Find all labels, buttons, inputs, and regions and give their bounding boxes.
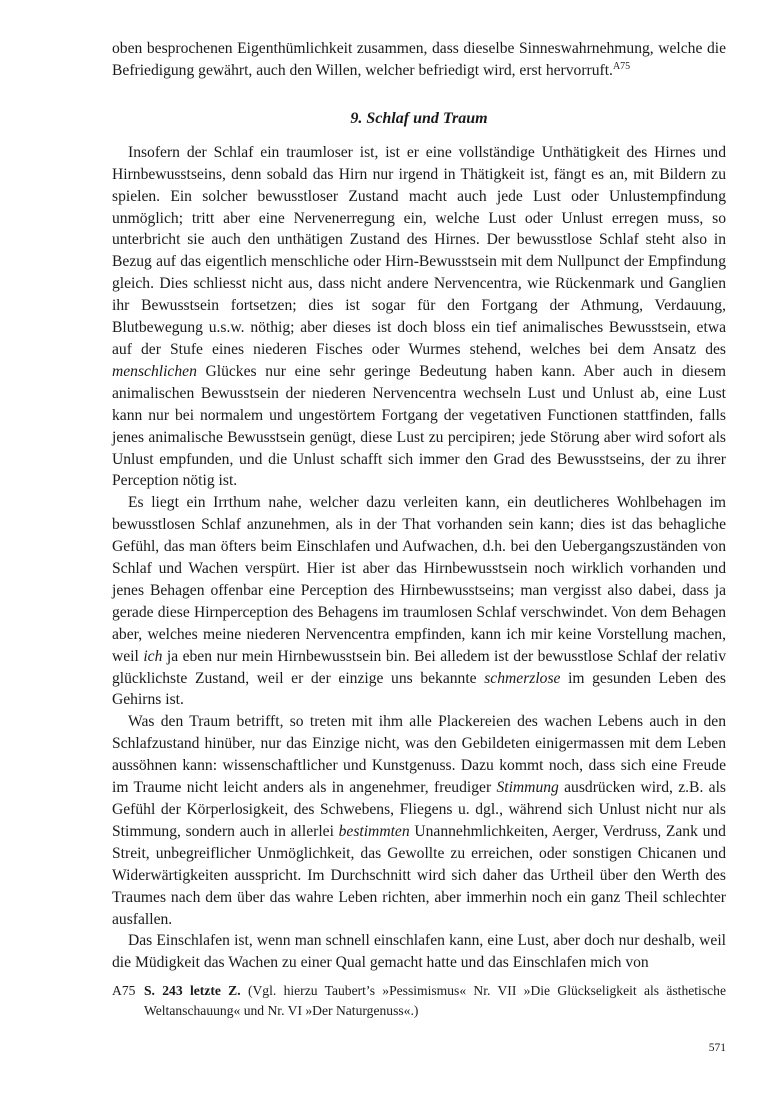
footnote-body bbox=[144, 981, 726, 1021]
paragraph-text: Unannehmlichkeiten, Aerger, Verdruss, Zank und Streit, unbegreiflicher Unmöglichkeit, das Gewollte zu erreichen, oder sonstigen Chicanen und Widerwärtigkeiten ausspricht. Im Durchschnitt wird sich daher das Urtheil über den Werth des Traumes nach dem über das wahre Leben richten, aber immerhin noch ein ganz Theil schlechter ausfallen. bbox=[112, 822, 726, 928]
paragraph-text: ausdrücken wird, z.B. als Gefühl der Körperlosigkeit, des Schwebens, Fliegens u. dgl., während sich Unlust nicht nur als Stimmung, sondern auch in allerlei bbox=[112, 779, 726, 840]
paragraph-text: Das Einschlafen ist, wenn man schnell einschlafen kann, eine Lust, aber doch nur deshalb, weil die Müdigkeit das Wachen zu einer Qual gemacht hatte und das Einschlafen mich von bbox=[112, 932, 726, 972]
paragraph-text: Was den Traum betrifft, so treten mit ihm alle Plackereien des wachen Lebens auch in den Schlafzustand hinüber, nur das Einzige nicht, was den Gebildeten einigermassen mit dem Leben aussöhnen kann: wissenschaftlicher und Kunstgenuss. Dazu kommt noch, dass sich eine Freude im Traume nicht leicht anders als in angenehmer, freudiger bbox=[112, 713, 726, 797]
emphasis-text: ich bbox=[143, 647, 163, 665]
intro-paragraph bbox=[112, 38, 726, 82]
footnote bbox=[112, 981, 726, 1021]
page-number: 571 bbox=[708, 1042, 726, 1054]
footnote-lead: S. 243 letzte Z. bbox=[144, 983, 241, 998]
paragraph-text: Es liegt ein Irrthum nahe, welcher dazu verleiten kann, ein deutlicheres Wohlbehagen im bewusstlosen Schlaf anzunehmen, als in der That vorhanden sein kann; dies ist das behagliche Gefühl, das man öfters beim Einschlafen und Aufwachen, d.h. bei den Uebergangszuständen von Schlaf und Wachen verspürt. Hier ist aber das Hirnbewusstsein noch wirklich vorhanden und jenes Behagen offenbar eine Perception des Hirnbewusstseins; man vergisst also dabei, dass ja gerade diese Hirnperception des Behagens im traumlosen Schlaf verschwindet. Von dem Behagen aber, welches meine niederen Nervencentra empfinden, kann ich mir keine Vorstellung machen, weil bbox=[112, 494, 726, 665]
paragraph-2 bbox=[112, 492, 726, 711]
paragraph-text: ja eben nur mein Hirnbewusstsein bin. Bei alledem ist der bewusstlose Schlaf der relativ glücklichste Zustand, weil er der einzige uns bekannte bbox=[112, 647, 727, 687]
emphasis-text: Stimmung bbox=[496, 779, 559, 797]
paragraph-3 bbox=[112, 711, 726, 930]
footnote-text: (Vgl. hierzu Taubert’s »Pessimismus« Nr. VII »Die Glückseligkeit als ästhetische Weltanschauung« und Nr. VI »Der Naturgenuss«.) bbox=[144, 983, 726, 1018]
paragraph-text: im gesunden Leben des Gehirns ist. bbox=[112, 669, 727, 709]
emphasis-text: menschlichen bbox=[112, 362, 197, 380]
endnote-reference[interactable]: A75 bbox=[612, 60, 631, 72]
section-heading: 9. Schlaf und Traum bbox=[350, 109, 488, 127]
paragraph-text: Glückes nur eine sehr geringe Bedeutung haben kann. Aber auch in diesem animalischen Bewusstsein der niederen Nervencentra wechseln Lust und Unlust ab, eine Lust kann nur bei normalem und ungestörtem Fortgang der vegetativen Functionen stattfinden, falls jenes animalische Bewusstsein genügt, diese Lust zu percipiren; jede Störung aber wird sofort als Unlust empfunden, und die Unlust schafft sich immer den Grad des Bewusstseins, der zu ihrer Perception nötig ist. bbox=[112, 362, 726, 490]
emphasis-text: schmerzlose bbox=[484, 669, 561, 687]
paragraph-text: Insofern der Schlaf ein traumloser ist, ist er eine vollständige Unthätigkeit des Hirnes und Hirnbewusstseins, denn sobald das Hirn nur irgend in Thätigkeit ist, fängt es an, mit Bildern zu spielen. Ein solcher bewusstloser Zustand macht auch jede Lust oder Unlustempfindung unmöglich; tritt aber eine Nervenerregung ein, welche Lust oder Unlust erregen muss, so unterbricht sie auch den unthätigen Zustand des Hirnes. Der bewusstlose Schlaf steht also in Bezug auf das eigentlich menschliche oder Hirn-Bewusstsein mit dem Nullpunct der Empfindung gleich. Dies schliesst nicht aus, dass nicht andere Nervencentra, wie Rückenmark und Ganglien ihr Bewusstsein fortsetzen; dies ist sogar für den Fortgang der Athmung, Verdauung, Blutbewegung u.s.w. nöthig; aber dieses ist doch bloss ein tief animalisches Bewusstsein, etwa auf der Stufe eines niederen Fisches oder Wurmes stehend, welches bei dem Ansatz des bbox=[112, 143, 726, 358]
footnote-mark: A75 bbox=[112, 983, 136, 998]
emphasis-text: bestimmten bbox=[338, 822, 410, 840]
page-body bbox=[112, 38, 726, 974]
paragraph-4 bbox=[112, 930, 726, 974]
intro-text: oben besprochenen Eigenthümlichkeit zusammen, dass dieselbe Sinneswahrnehmung, welche die Befriedigung gewährt, auch den Willen, welcher befriedigt wird, erst hervorruft. bbox=[112, 40, 726, 79]
paragraph-1 bbox=[112, 142, 726, 493]
